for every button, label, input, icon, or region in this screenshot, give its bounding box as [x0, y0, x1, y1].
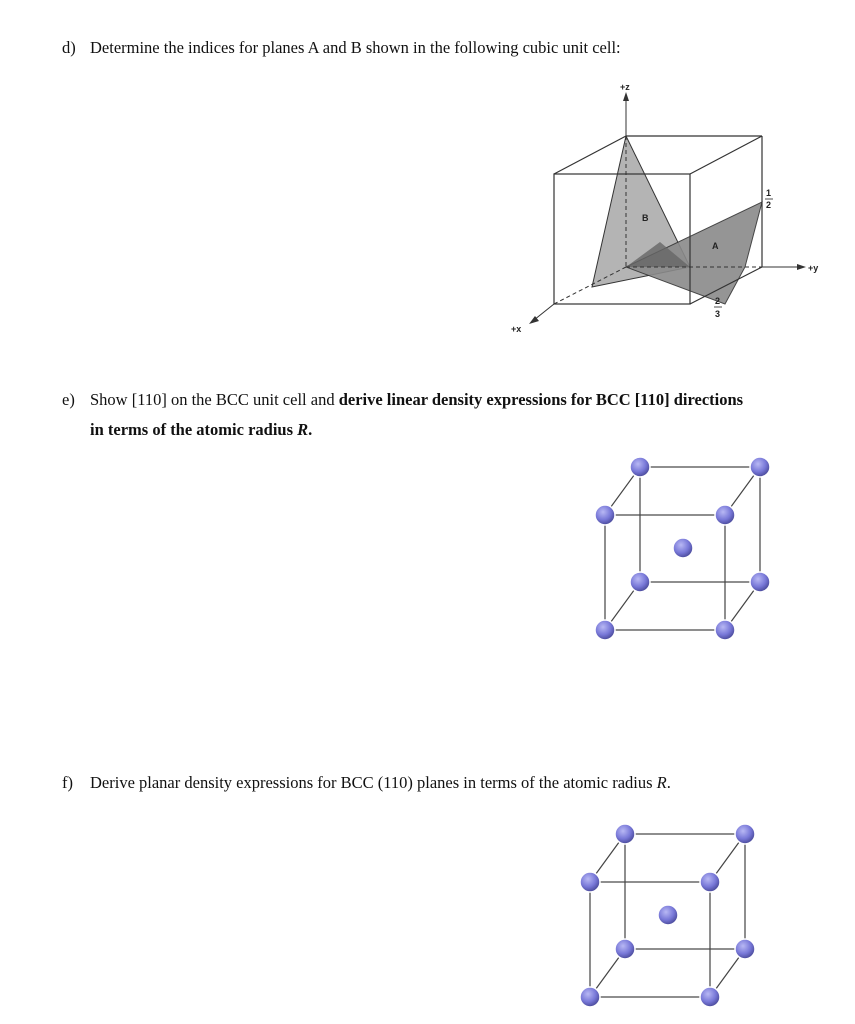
question-d	[62, 33, 621, 63]
corner-atom	[700, 987, 720, 1007]
question-f	[62, 768, 671, 798]
question-f-period: .	[666, 773, 671, 792]
bcc-unit-cell-figure-e	[590, 455, 780, 645]
corner-atom	[615, 824, 635, 844]
y-axis-label: +y	[808, 263, 819, 273]
corner-atom	[595, 505, 615, 525]
corner-atom	[615, 939, 635, 959]
question-f-text: Derive planar density expressions for BCC (110) planes in terms of the atomic radius	[90, 773, 657, 792]
question-e	[62, 385, 822, 445]
question-f-radius-symbol: R	[656, 773, 667, 792]
corner-atom	[580, 872, 600, 892]
corner-atom	[715, 620, 735, 640]
question-e-radius-symbol: R	[297, 420, 309, 439]
corner-atom	[595, 620, 615, 640]
y-axis-arrow	[797, 264, 806, 270]
x-axis-label: +x	[511, 324, 522, 334]
corner-atom	[735, 824, 755, 844]
corner-atom	[580, 987, 600, 1007]
center-atom	[673, 538, 693, 558]
question-e-text-bold-1: derive linear density expressions for BCC [110] directions	[338, 390, 744, 409]
svg-text:2: 2	[715, 296, 721, 306]
corner-atom	[715, 505, 735, 525]
question-e-period: .	[308, 420, 313, 439]
svg-text:3: 3	[715, 309, 721, 319]
svg-text:1: 1	[766, 188, 772, 198]
corner-atom	[630, 457, 650, 477]
cubic-unit-cell-figure	[500, 82, 830, 352]
corner-atom	[700, 872, 720, 892]
z-axis-arrow	[623, 92, 629, 101]
question-f-label: f)	[62, 773, 73, 792]
center-atom	[658, 905, 678, 925]
corner-atom	[750, 457, 770, 477]
question-d-label: d)	[62, 38, 76, 57]
cube-edge	[554, 136, 626, 174]
corner-atom	[630, 572, 650, 592]
cube-edge	[690, 136, 762, 174]
corner-atom	[750, 572, 770, 592]
bcc-unit-cell-figure-f	[575, 822, 765, 1012]
question-e-label: e)	[62, 390, 75, 409]
corner-atom	[735, 939, 755, 959]
question-e-text-bold-2: in terms of the atomic radius	[90, 420, 298, 439]
z-axis-label: +z	[620, 82, 630, 92]
question-e-text-plain: Show [110] on the BCC unit cell and	[90, 390, 339, 409]
plane-b-label: B	[642, 213, 649, 223]
fraction-one-half	[765, 188, 773, 210]
plane-a-label: A	[712, 241, 719, 251]
svg-text:2: 2	[766, 200, 772, 210]
x-axis	[534, 304, 554, 320]
question-d-text: Determine the indices for planes A and B shown in the following cubic unit cell:	[90, 38, 621, 57]
